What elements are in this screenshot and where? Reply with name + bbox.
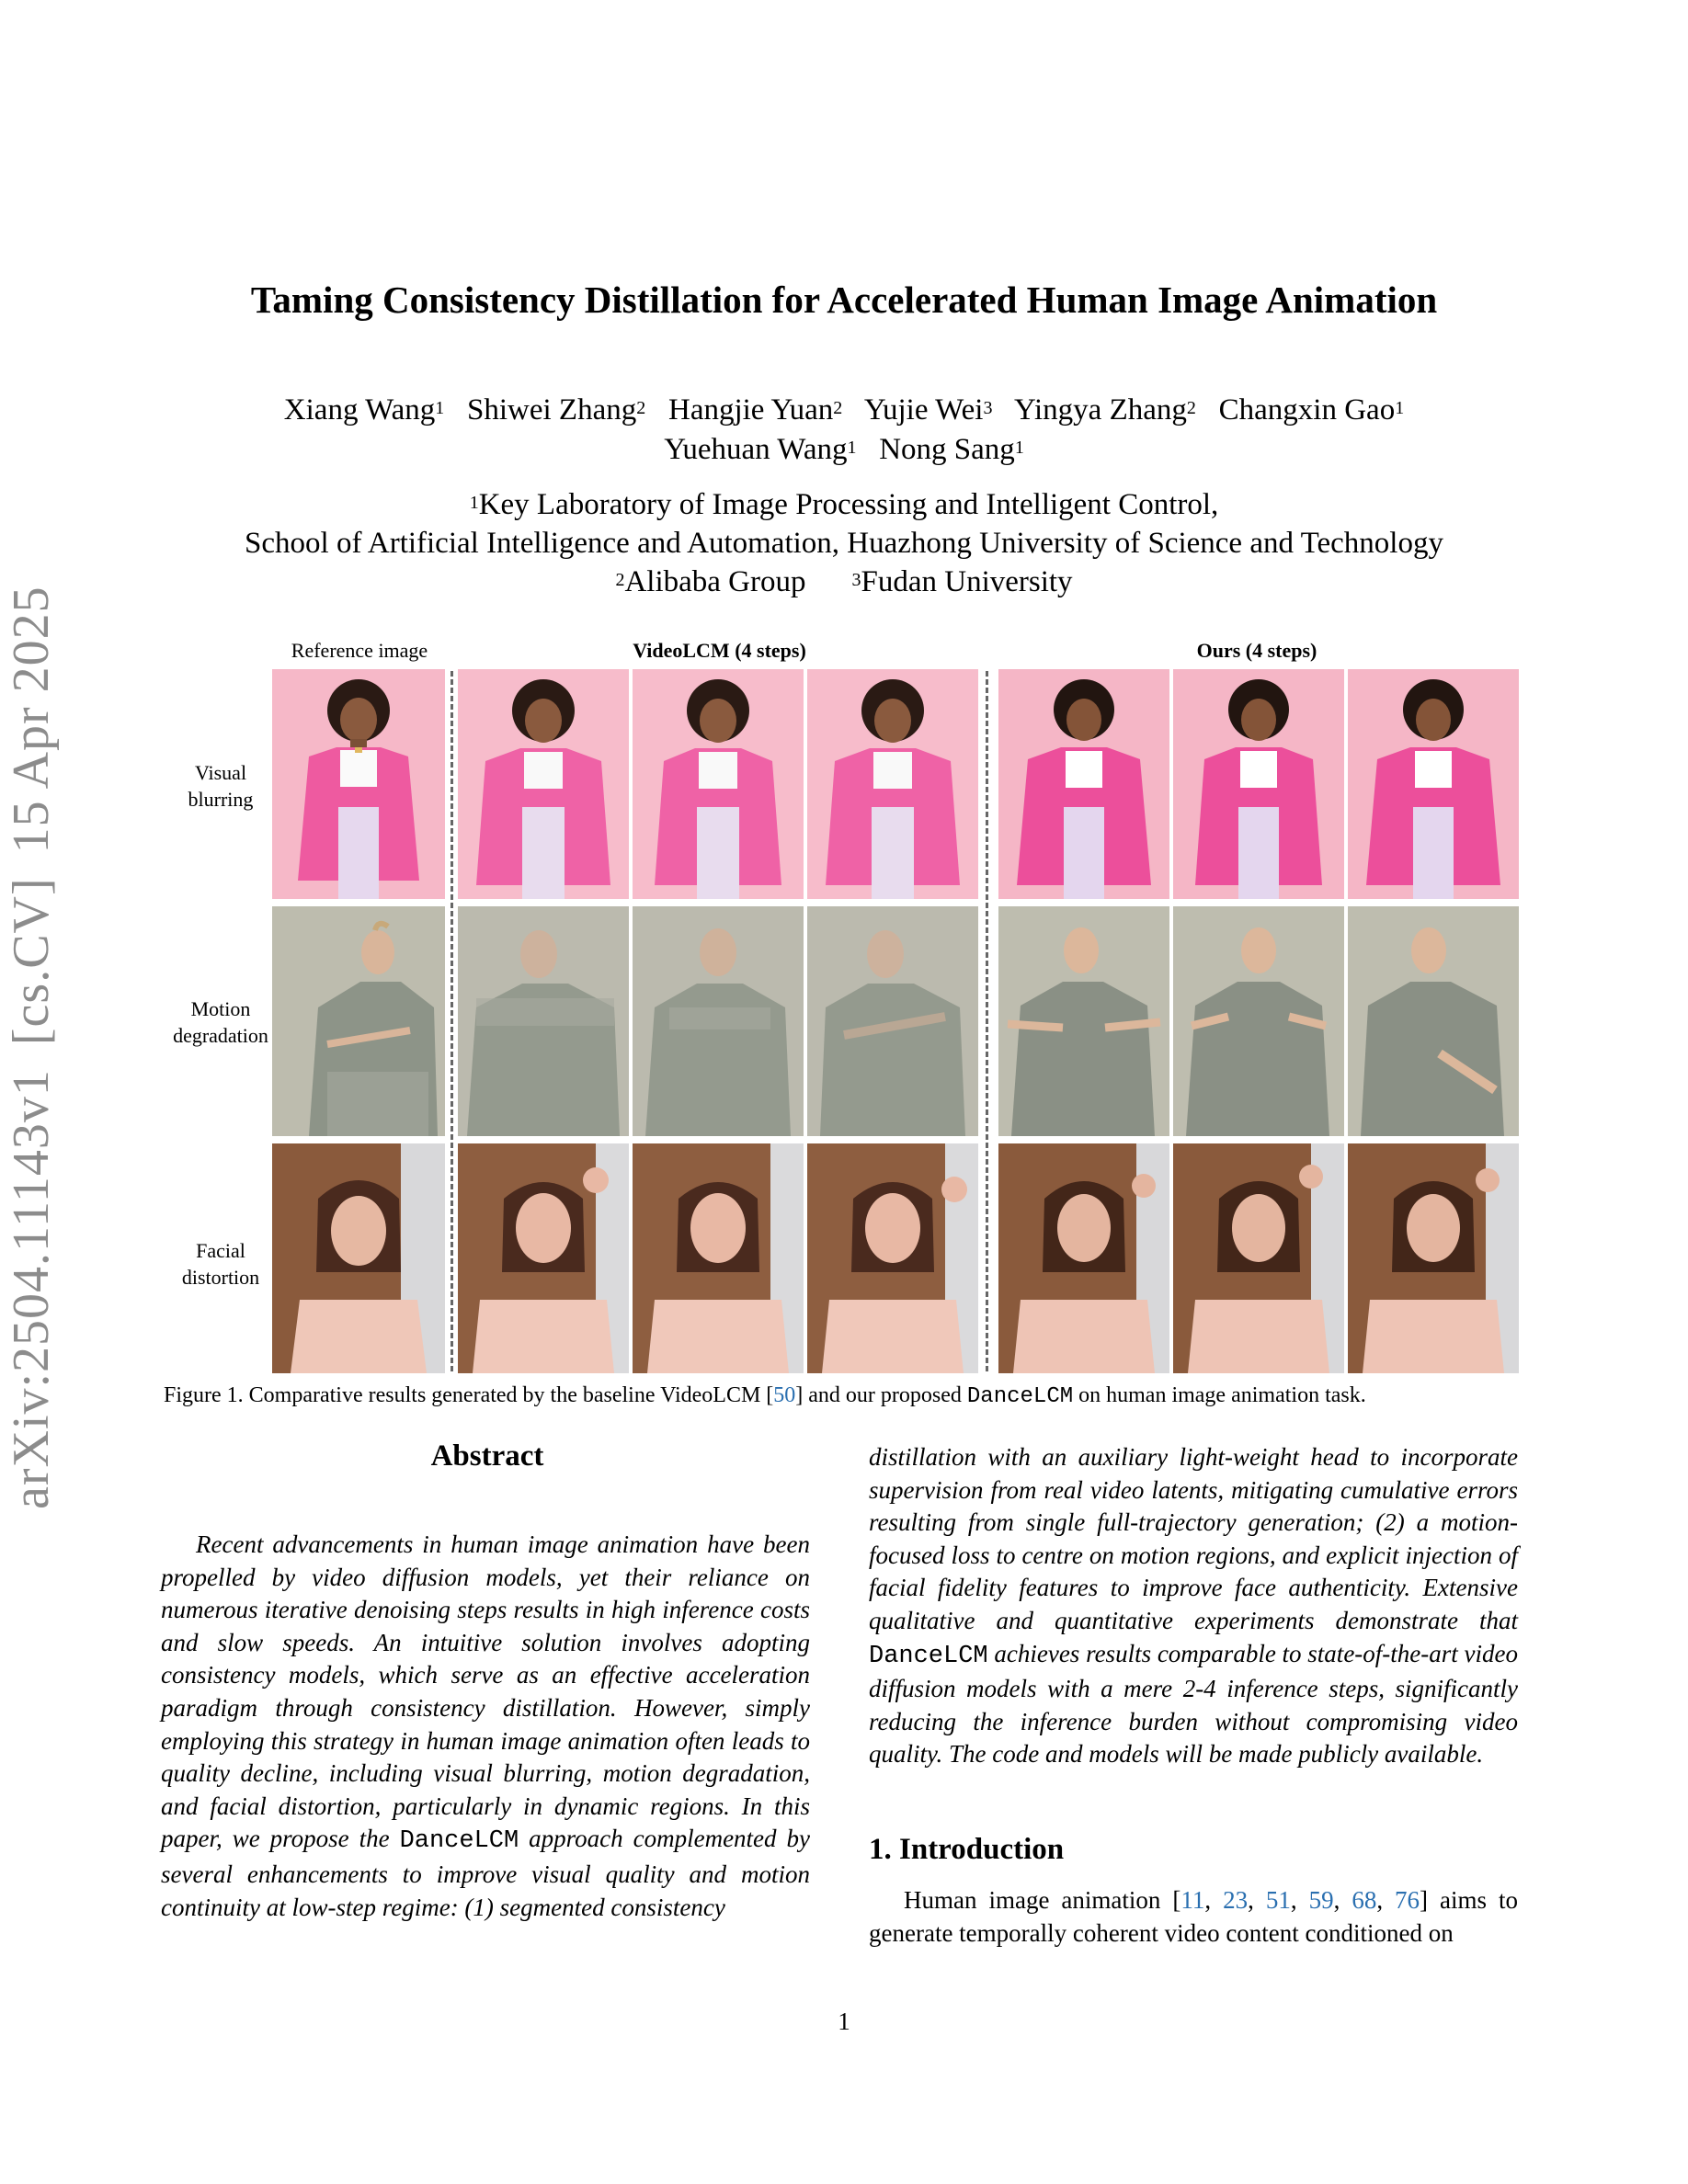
citation-link[interactable]: 23 xyxy=(1223,1886,1249,1914)
figure-frame-ours-pink-3 xyxy=(1348,669,1519,899)
method-name: DanceLCM xyxy=(966,1384,1074,1409)
page-number: 1 xyxy=(838,2008,850,2035)
author: Yingya Zhang xyxy=(1014,393,1187,427)
abstract-text-right xyxy=(869,1441,1518,1771)
figure-frame-ours-pink-2 xyxy=(1173,669,1344,899)
figure-frame-ours-silk-1 xyxy=(998,1143,1169,1373)
author-affil-sup: 1 xyxy=(1395,398,1405,418)
affil-sup: 1 xyxy=(469,493,479,513)
citation-link[interactable]: 76 xyxy=(1395,1886,1420,1914)
affil-sup: 2 xyxy=(615,570,625,590)
author: Changxin Gao xyxy=(1218,393,1396,427)
author-line-2 xyxy=(0,430,1688,470)
caption-text: on human image animation task. xyxy=(1073,1383,1366,1407)
affiliation-2-3 xyxy=(0,563,1688,601)
abstract-heading: Abstract xyxy=(430,1439,544,1473)
figure-frame-videolcm-pink-3 xyxy=(807,669,978,899)
figure-frame-ours-hoodie-2 xyxy=(1173,906,1344,1136)
author: Yujie Wei xyxy=(863,393,984,427)
figure-frame-videolcm-silk-3 xyxy=(807,1143,978,1373)
affil-sup: 3 xyxy=(851,570,861,590)
figure-header-ours: Ours (4 steps) xyxy=(1196,639,1317,662)
intro-text: Human image animation [ xyxy=(904,1886,1181,1914)
figure-frame-videolcm-pink-2 xyxy=(633,669,804,899)
author-affil-sup: 1 xyxy=(1014,438,1024,458)
figure-frame-ours-hoodie-3 xyxy=(1348,906,1519,1136)
section-heading-introduction: 1. Introduction xyxy=(869,1833,1065,1866)
figure-frame-reference-hoodie xyxy=(272,906,445,1136)
affiliation-1-line-2: School of Artificial Intelligence and Automation, Huazhong University of Science and Technology xyxy=(245,527,1443,560)
citation-link[interactable]: 51 xyxy=(1265,1886,1291,1914)
author-affil-sup: 2 xyxy=(636,398,646,418)
author-affil-sup: 1 xyxy=(435,398,445,418)
figure-frame-videolcm-hoodie-1 xyxy=(458,906,629,1136)
figure-frame-ours-hoodie-1 xyxy=(998,906,1169,1136)
affiliations xyxy=(0,485,1688,601)
method-name: DanceLCM xyxy=(869,1642,988,1670)
abstract-text: distillation with an auxiliary light-weight head to incorporate supervision from real video latents, mitigating cumulative errors resulting from single full-trajectory generation; (2) a motion-focused loss to centre on motion regions, and explicit injection of facial fidelity features to improve face authenticity. Extensive qualitative and quantitative experiments demonstrate that xyxy=(869,1443,1518,1634)
abstract-text: approach complemented by several enhancements to improve visual quality and motion continuity at low-step regime: (1) segmented consistency xyxy=(161,1825,810,1921)
figure-frame-ours-silk-3 xyxy=(1348,1143,1519,1373)
author: Hangjie Yuan xyxy=(667,393,834,427)
affil-text: Fudan University xyxy=(861,565,1073,598)
arxiv-category: [cs.CV] xyxy=(3,877,60,1046)
row-label-line: degradation xyxy=(173,1024,268,1047)
row-label-line: Motion xyxy=(190,997,251,1020)
paper-title: Taming Consistency Distillation for Accelerated Human Image Animation xyxy=(250,279,1438,321)
author-list xyxy=(0,391,1688,470)
arxiv-stamp xyxy=(2,586,61,1509)
figure-divider-dashed xyxy=(451,671,453,1371)
figure-header-reference: Reference image xyxy=(291,639,428,662)
arxiv-id: arXiv:2504.11143v1 xyxy=(3,1069,60,1509)
author-affil-sup: 3 xyxy=(983,398,993,418)
abstract-text: Recent advancements in human image animation have been propelled by video diffusion models, yet their reliance on numerous iterative denoising steps results in high inference costs and slow speeds. An intuitive solution involves adopting consistency models, which serve as an effective acceleration paradigm through consistency distillation. However, simply employing this strategy in human image animation often leads to quality decline, including visual blurring, motion degradation, and facial distortion, particularly in dynamic regions. In this paper, we propose the xyxy=(161,1530,810,1853)
figure-frame-ours-pink-1 xyxy=(998,669,1169,899)
affiliation-1-line-1 xyxy=(0,485,1688,524)
author-affil-sup: 2 xyxy=(833,398,843,418)
figure-frame-videolcm-silk-1 xyxy=(458,1143,629,1373)
affil-text: Key Laboratory of Image Processing and Intelligent Control, xyxy=(478,488,1219,521)
intro-text: ] aims to generate temporally coherent video content conditioned on xyxy=(869,1886,1518,1947)
intro-paragraph: Human image animation [11, 23, 51, 59, 68, 76] aims to generate temporally coherent video content conditioned on xyxy=(869,1886,1518,1947)
caption-text: ] and our proposed xyxy=(795,1383,967,1407)
figure-frame-videolcm-silk-2 xyxy=(633,1143,804,1373)
author-affil-sup: 2 xyxy=(1186,398,1196,418)
figure-caption xyxy=(164,1383,1366,1409)
row-label-line: blurring xyxy=(188,788,254,811)
figure-frame-reference-pink xyxy=(272,669,445,899)
figure-frame-videolcm-hoodie-2 xyxy=(633,906,804,1136)
abstract-text: achieves results comparable to state-of-the-art video diffusion models with a mere 2-4 inference steps, significantly reducing the inference burden without compromising video quality. The code and models will be made publicly available. xyxy=(869,1639,1518,1769)
figure-frame-reference-silk xyxy=(272,1143,445,1373)
author: Shiwei Zhang xyxy=(467,393,637,427)
figure-frame-ours-silk-2 xyxy=(1173,1143,1344,1373)
citation-link[interactable]: 50 xyxy=(773,1383,796,1407)
arxiv-date: 15 Apr 2025 xyxy=(3,586,60,854)
citation-link[interactable]: 68 xyxy=(1352,1886,1377,1914)
figure-frame-videolcm-pink-1 xyxy=(458,669,629,899)
abstract-text-left xyxy=(161,1529,810,1924)
author-affil-sup: 1 xyxy=(847,438,857,458)
affil-text: Alibaba Group xyxy=(624,565,806,598)
method-name: DanceLCM xyxy=(399,1827,519,1856)
figure-divider-dashed xyxy=(986,671,988,1371)
citation-link[interactable]: 59 xyxy=(1308,1886,1334,1914)
citation-link[interactable]: 11 xyxy=(1180,1886,1205,1914)
author-line-1 xyxy=(0,391,1688,430)
figure-frame-videolcm-hoodie-3 xyxy=(807,906,978,1136)
caption-text: Figure 1. Comparative results generated by the baseline VideoLCM [ xyxy=(164,1383,774,1407)
author: Nong Sang xyxy=(879,433,1015,466)
figure-header-videolcm: VideoLCM (4 steps) xyxy=(633,639,806,662)
row-label-line: Visual xyxy=(194,761,247,784)
author: Xiang Wang xyxy=(283,393,436,427)
row-label-line: Facial xyxy=(196,1239,245,1262)
author: Yuehuan Wang xyxy=(664,433,848,466)
row-label-line: distortion xyxy=(181,1266,260,1289)
